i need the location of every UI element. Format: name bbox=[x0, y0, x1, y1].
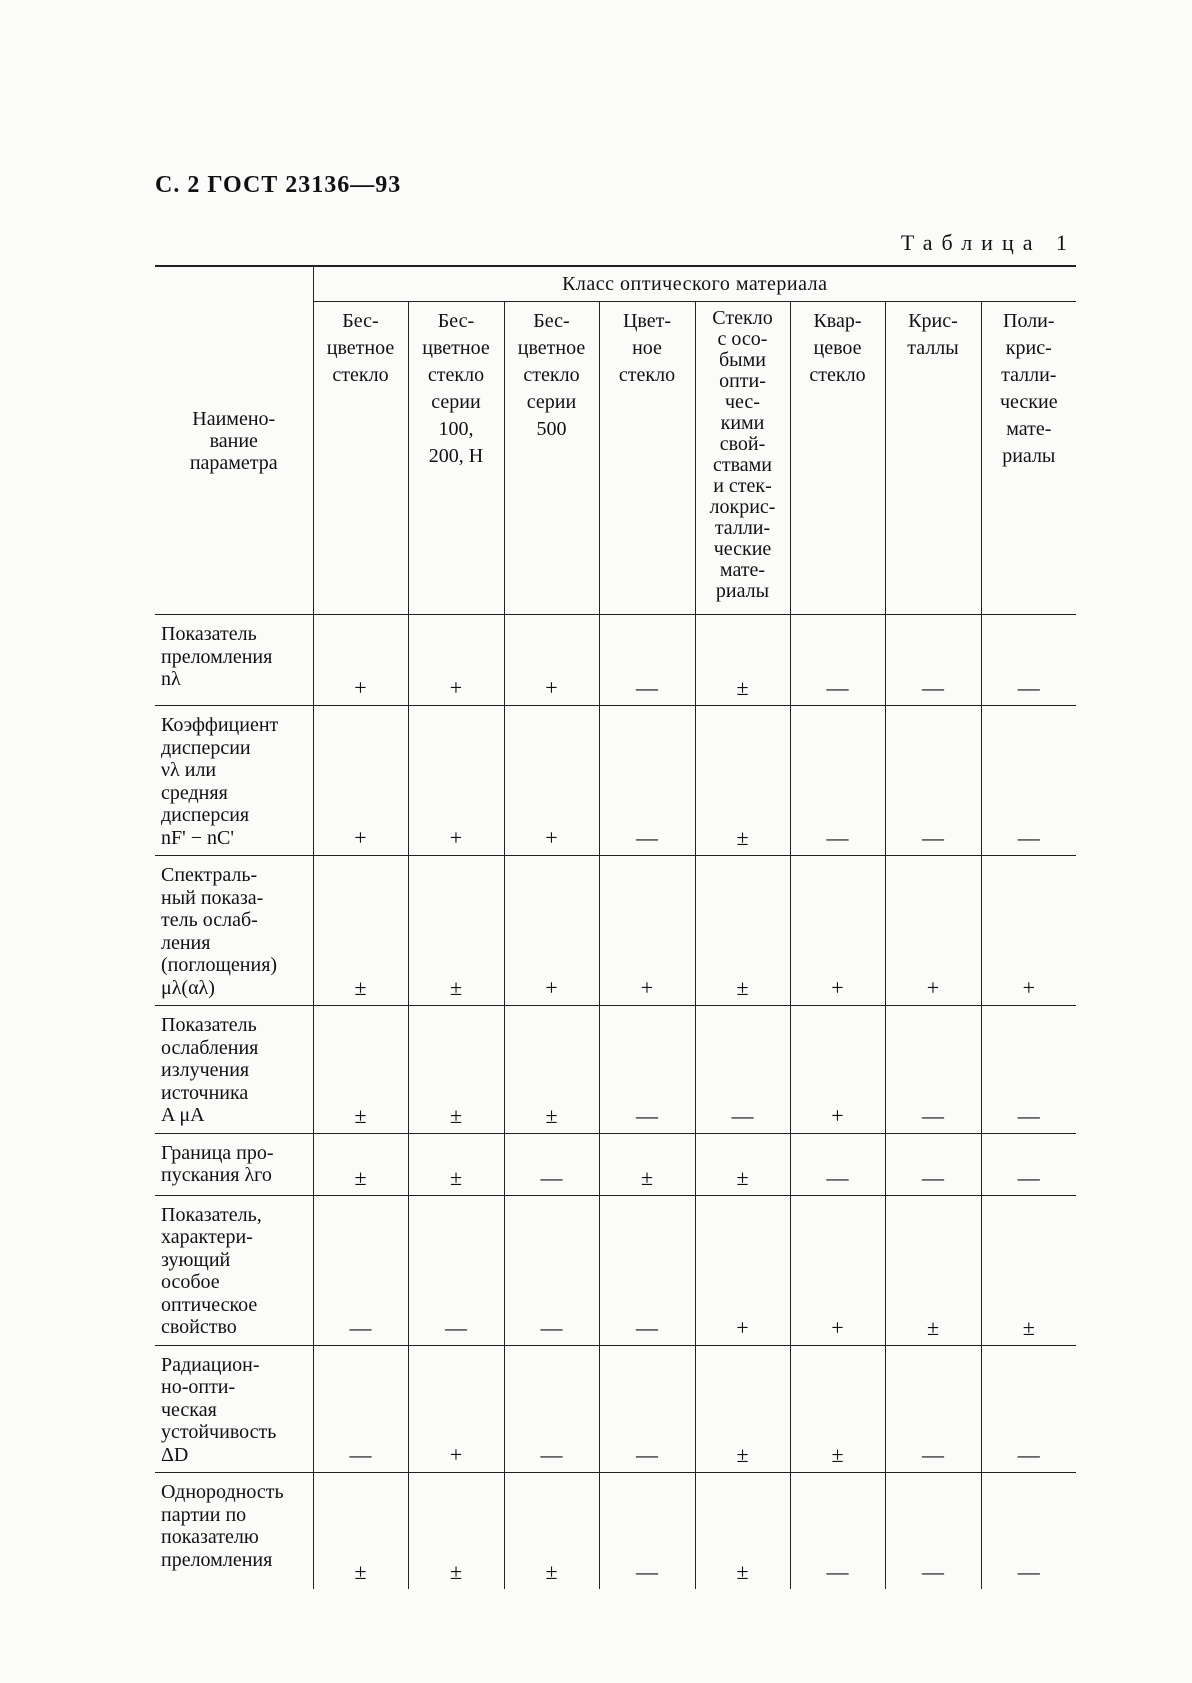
applicability-mark: — bbox=[504, 1345, 599, 1473]
applicability-mark: ± bbox=[408, 856, 504, 1006]
applicability-mark: — bbox=[313, 1195, 408, 1345]
applicability-mark: — bbox=[599, 615, 695, 706]
applicability-mark: — bbox=[981, 706, 1076, 856]
applicability-mark: ± bbox=[695, 1345, 790, 1473]
applicability-mark: — bbox=[504, 1195, 599, 1345]
table-row bbox=[155, 856, 1076, 1006]
applicability-mark: + bbox=[885, 856, 981, 1006]
applicability-mark: + bbox=[504, 706, 599, 856]
applicability-mark: ± bbox=[599, 1133, 695, 1195]
applicability-mark: — bbox=[981, 615, 1076, 706]
applicability-mark: ± bbox=[313, 1133, 408, 1195]
column-header: Крис- таллы bbox=[885, 302, 981, 615]
applicability-mark: ± bbox=[504, 1473, 599, 1589]
applicability-mark: — bbox=[885, 1345, 981, 1473]
applicability-mark: — bbox=[981, 1345, 1076, 1473]
applicability-mark: ± bbox=[885, 1195, 981, 1345]
column-header: Квар- цевое стекло bbox=[790, 302, 885, 615]
applicability-mark: — bbox=[885, 1473, 981, 1589]
parameter-name: Показатель преломления nλ bbox=[155, 615, 313, 706]
table-row bbox=[155, 615, 1076, 706]
applicability-mark: — bbox=[599, 706, 695, 856]
applicability-mark: + bbox=[790, 1006, 885, 1134]
applicability-mark: + bbox=[313, 615, 408, 706]
applicability-mark: ± bbox=[981, 1195, 1076, 1345]
applicability-mark: + bbox=[504, 615, 599, 706]
applicability-mark: ± bbox=[695, 856, 790, 1006]
applicability-mark: + bbox=[408, 706, 504, 856]
parameter-name: Спектраль- ный показа- тель ослаб- ления (поглощения) μλ(αλ) bbox=[155, 856, 313, 1006]
applicability-mark: — bbox=[885, 706, 981, 856]
applicability-mark: — bbox=[599, 1006, 695, 1134]
applicability-mark: ± bbox=[695, 1473, 790, 1589]
applicability-mark: ± bbox=[408, 1133, 504, 1195]
applicability-mark: ± bbox=[408, 1473, 504, 1589]
table-row bbox=[155, 1345, 1076, 1473]
applicability-mark: ± bbox=[695, 615, 790, 706]
column-header: Стекло с осо- быми опти- чес- кими свой- ствами и стек- локрис- талли- ческие мате- риалы bbox=[695, 302, 790, 615]
table-row bbox=[155, 1006, 1076, 1134]
applicability-mark: ± bbox=[695, 706, 790, 856]
applicability-mark: ± bbox=[313, 856, 408, 1006]
page-header: С. 2 ГОСТ 23136—93 bbox=[155, 172, 402, 198]
applicability-mark: ± bbox=[790, 1345, 885, 1473]
column-header: Цвет- ное стекло bbox=[599, 302, 695, 615]
applicability-mark: ± bbox=[408, 1006, 504, 1134]
table-row bbox=[155, 1133, 1076, 1195]
applicability-mark: ± bbox=[504, 1006, 599, 1134]
material-class-header: Класс оптического материала bbox=[313, 266, 1076, 302]
column-header: Поли- крис- талли- ческие мате- риалы bbox=[981, 302, 1076, 615]
applicability-mark: + bbox=[408, 1345, 504, 1473]
column-header: Бес- цветное стекло серии 500 bbox=[504, 302, 599, 615]
parameter-name: Граница про- пускания λго bbox=[155, 1133, 313, 1195]
applicability-mark: — bbox=[790, 1473, 885, 1589]
optical-parameters-table bbox=[155, 265, 1076, 1589]
applicability-mark: — bbox=[408, 1195, 504, 1345]
applicability-mark: — bbox=[599, 1473, 695, 1589]
column-header: Бес- цветное стекло серии 100, 200, Н bbox=[408, 302, 504, 615]
applicability-mark: — bbox=[885, 1133, 981, 1195]
column-header: Бес- цветное стекло bbox=[313, 302, 408, 615]
parameter-name: Радиацион- но-опти- ческая устойчивость ΔD bbox=[155, 1345, 313, 1473]
applicability-mark: — bbox=[599, 1195, 695, 1345]
applicability-mark: + bbox=[695, 1195, 790, 1345]
applicability-mark: — bbox=[885, 615, 981, 706]
applicability-mark: — bbox=[981, 1006, 1076, 1134]
applicability-mark: — bbox=[981, 1473, 1076, 1589]
applicability-mark: + bbox=[599, 856, 695, 1006]
applicability-mark: + bbox=[790, 1195, 885, 1345]
applicability-mark: + bbox=[790, 856, 885, 1006]
table-label: Таблица 1 bbox=[900, 230, 1076, 255]
parameter-name: Однородность партии по показателю преломления bbox=[161, 1481, 284, 1571]
applicability-mark: ± bbox=[313, 1006, 408, 1134]
applicability-mark: + bbox=[313, 706, 408, 856]
applicability-mark: + bbox=[408, 615, 504, 706]
applicability-mark: — bbox=[695, 1006, 790, 1134]
parameter-name: Показатель, характери- зующий особое оптическое свойство bbox=[155, 1195, 313, 1345]
applicability-mark: — bbox=[790, 1133, 885, 1195]
applicability-mark: — bbox=[599, 1345, 695, 1473]
table-row bbox=[155, 1473, 1076, 1589]
table-row bbox=[155, 1195, 1076, 1345]
param-column-header: Наимено- вание параметра bbox=[155, 266, 313, 615]
applicability-mark: — bbox=[313, 1345, 408, 1473]
applicability-mark: — bbox=[790, 615, 885, 706]
parameter-name: Показатель ослабления излучения источника A μA bbox=[155, 1006, 313, 1134]
applicability-mark: ± bbox=[313, 1473, 408, 1589]
table-row bbox=[155, 706, 1076, 856]
applicability-mark: — bbox=[885, 1006, 981, 1134]
applicability-mark: ± bbox=[695, 1133, 790, 1195]
applicability-mark: — bbox=[790, 706, 885, 856]
applicability-mark: — bbox=[504, 1133, 599, 1195]
parameter-name: Коэффициент дисперсии νλ или средняя дисперсия nF' − nC' bbox=[155, 706, 313, 856]
applicability-mark: + bbox=[981, 856, 1076, 1006]
applicability-mark: + bbox=[504, 856, 599, 1006]
applicability-mark: — bbox=[981, 1133, 1076, 1195]
